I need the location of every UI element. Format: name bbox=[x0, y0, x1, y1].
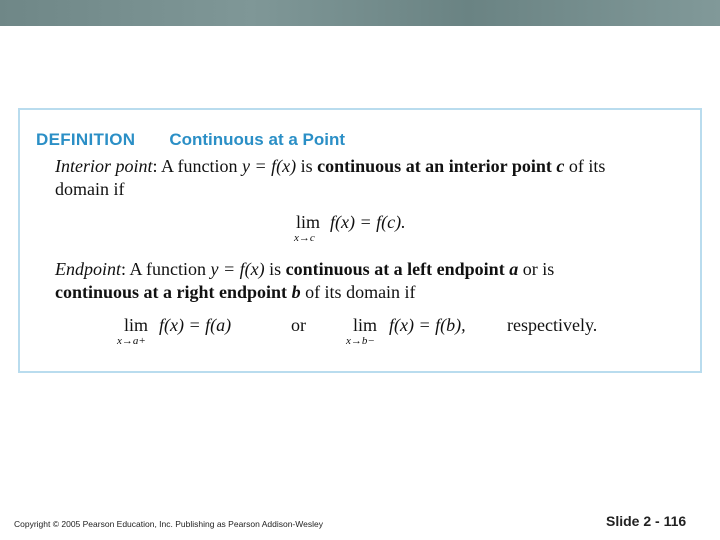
endpoint-line-2 bbox=[55, 281, 416, 303]
endpoint-text-1: A function bbox=[126, 259, 211, 279]
interior-point-heading: Interior point bbox=[55, 156, 153, 176]
endpoint-bold-left: continuous at a left endpoint bbox=[285, 259, 510, 279]
endpoint-bold-right: continuous at a right endpoint bbox=[55, 282, 292, 302]
interior-point-line-1 bbox=[55, 155, 605, 177]
definition-label: DEFINITION bbox=[36, 130, 136, 149]
interior-bold-text: continuous at an interior point bbox=[317, 156, 557, 176]
title-banner bbox=[0, 0, 720, 26]
endpoint-var-a: a bbox=[509, 259, 519, 279]
endpoint-text-4: of its domain if bbox=[300, 282, 416, 302]
interior-function: y = f(x) bbox=[242, 156, 297, 176]
interior-limit-word: lim bbox=[296, 212, 321, 232]
endpoint-colon: : bbox=[121, 259, 127, 279]
endpoint-text-3: or is bbox=[518, 259, 555, 279]
interior-text-3: of its bbox=[564, 156, 606, 176]
right-limit-subscript: x→b− bbox=[346, 335, 375, 347]
interior-colon: : bbox=[152, 156, 158, 176]
right-limit-expression: f(x) = f(b), bbox=[389, 315, 466, 335]
endpoint-function: y = f(x) bbox=[210, 259, 265, 279]
left-limit-expression: f(x) = f(a) bbox=[159, 315, 232, 335]
or-word: or bbox=[291, 315, 306, 335]
endpoint-heading: Endpoint bbox=[55, 259, 121, 279]
interior-var-c: c bbox=[556, 156, 565, 176]
left-limit-subscript: x→a+ bbox=[117, 335, 146, 347]
definition-title: Continuous at a Point bbox=[169, 130, 345, 149]
slide-number: Slide 2 - 116 bbox=[606, 513, 687, 529]
interior-point-line-2: domain if bbox=[55, 179, 125, 199]
endpoint-line-1 bbox=[55, 258, 554, 280]
endpoint-text-2: is bbox=[264, 259, 286, 279]
interior-text-1: A function bbox=[157, 156, 243, 176]
respectively-word: respectively. bbox=[507, 315, 598, 335]
interior-text-2: is bbox=[296, 156, 318, 176]
definition-heading bbox=[36, 130, 345, 150]
endpoint-var-b: b bbox=[291, 282, 301, 302]
interior-limit-subscript: x→c bbox=[294, 232, 315, 244]
copyright-notice: Copyright © 2005 Pearson Education, Inc. Publishing as Pearson Addison-Wesley bbox=[14, 519, 323, 529]
interior-limit-expression: f(x) = f(c). bbox=[330, 212, 406, 232]
left-limit-word: lim bbox=[124, 315, 149, 335]
right-limit-word: lim bbox=[353, 315, 378, 335]
